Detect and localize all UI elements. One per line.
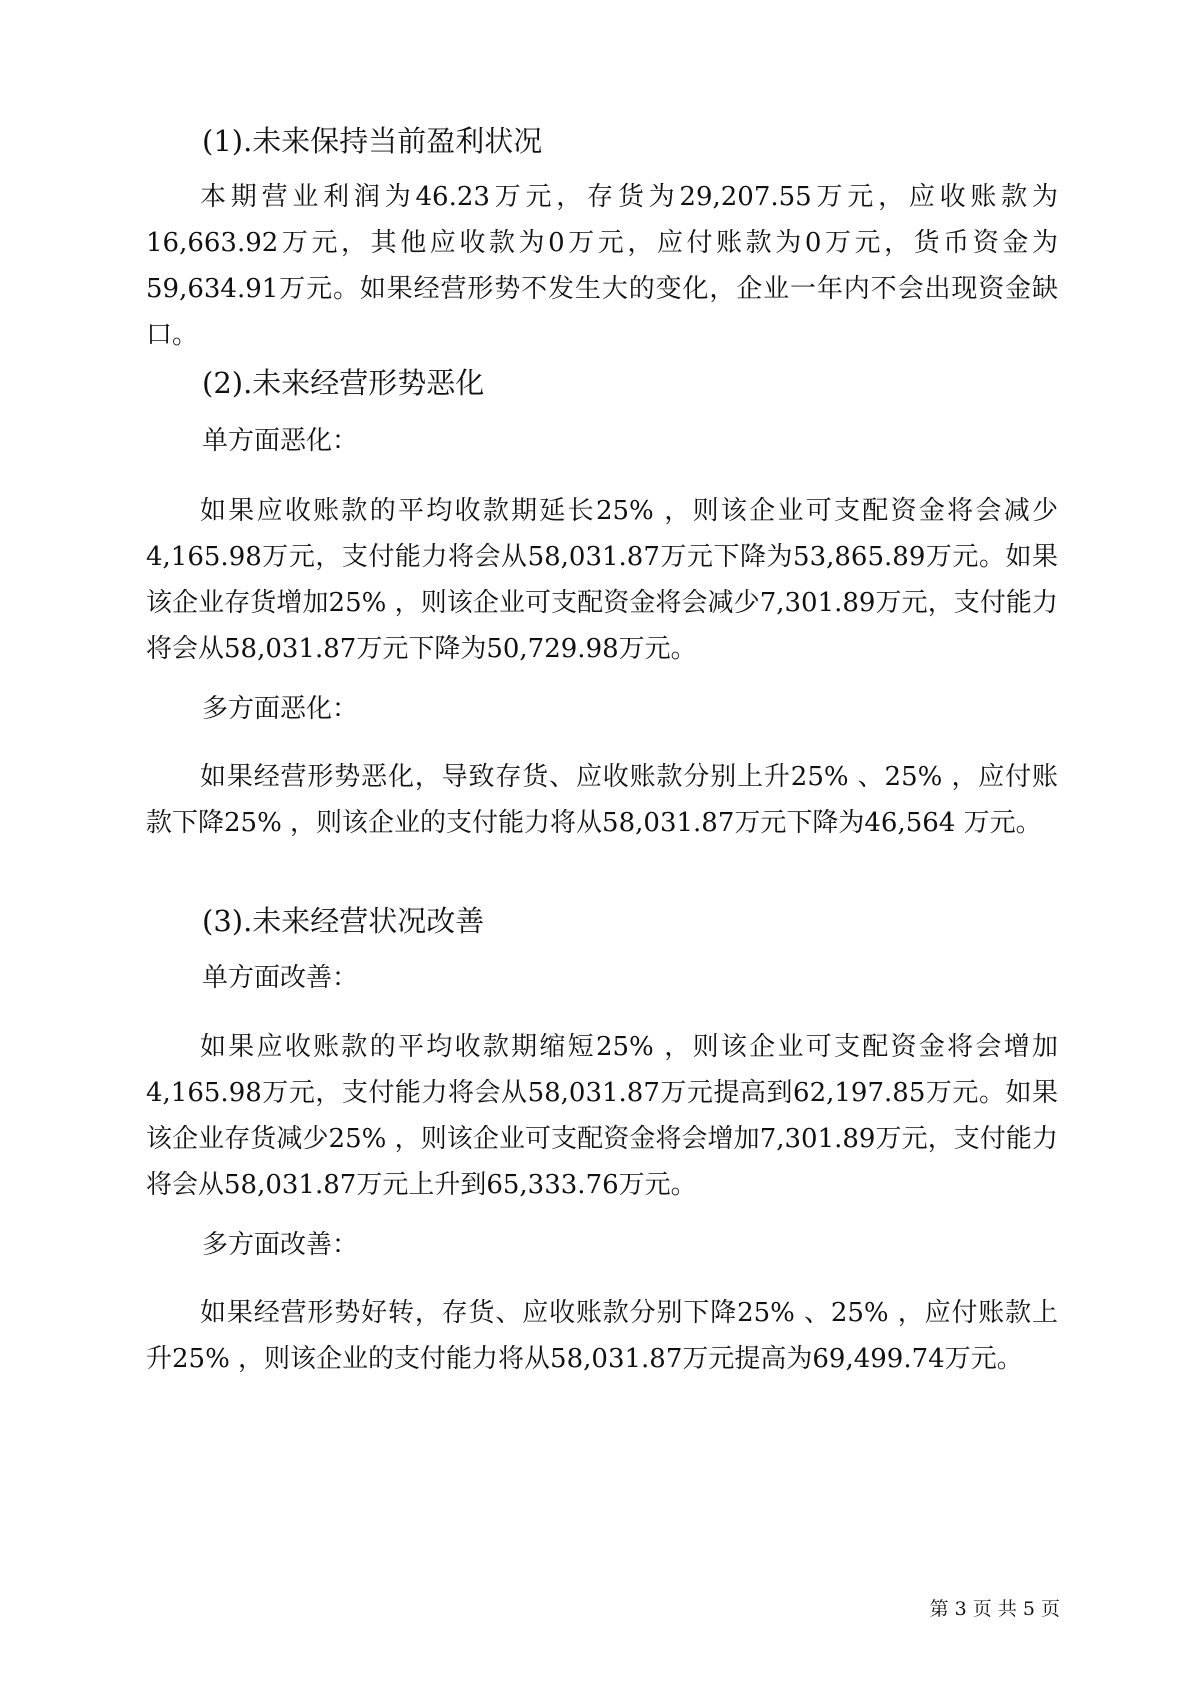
section-3-heading: (3).未来经营状况改善 — [202, 904, 485, 938]
section-3-multi-label: 多方面改善： — [202, 1230, 359, 1260]
section-3-single-label: 单方面改善： — [202, 963, 359, 993]
section-2-multi-label: 多方面恶化： — [202, 694, 359, 724]
page-number-footer: 第 3 页 共 5 页 — [929, 1598, 1060, 1620]
section-3-single-paragraph: 如果应收账款的平均收款期缩短25% ，则该企业可支配资金将会增加4,165.98万元，支付能力将会从58,031.87万元提高到62,197.85万元。如果该企业存货减少25% ，则该企业可支配资金将会增加7,301.89万元，支付能力将会从58,031.87万元上升到65,333.76万元。 — [146, 1032, 1058, 1200]
section-2-single-paragraph: 如果应收账款的平均收款期延长25% ，则该企业可支配资金将会减少4,165.98万元，支付能力将会从58,031.87万元下降为53,865.89万元。如果该企业存货增加25% ，则该企业可支配资金将会减少7,301.89万元，支付能力将会从58,031.87万元下降为50,729.98万元。 — [146, 496, 1058, 664]
section-1-paragraph: 本期营业利润为46.23万元，存货为29,207.55万元，应收账款为16,663.92万元，其他应收款为0万元，应付账款为0万元，货币资金为59,634.91万元。如果经营形势不发生大的变化，企业一年内不会出现资金缺口。 — [146, 182, 1058, 350]
section-1-heading: (1).未来保持当前盈利状况 — [202, 124, 543, 158]
section-3-multi-paragraph: 如果经营形势好转，存货、应收账款分别下降25% 、25% ，应付账款上升25% ，则该企业的支付能力将从58,031.87万元提高为69,499.74万元。 — [146, 1298, 1058, 1374]
section-2-single-label: 单方面恶化： — [202, 426, 359, 456]
section-2-multi-paragraph: 如果经营形势恶化，导致存货、应收账款分别上升25% 、25% ，应付账款下降25% ，则该企业的支付能力将从58,031.87万元下降为46,564 万元。 — [146, 762, 1058, 838]
section-2-heading: (2).未来经营形势恶化 — [202, 366, 485, 400]
